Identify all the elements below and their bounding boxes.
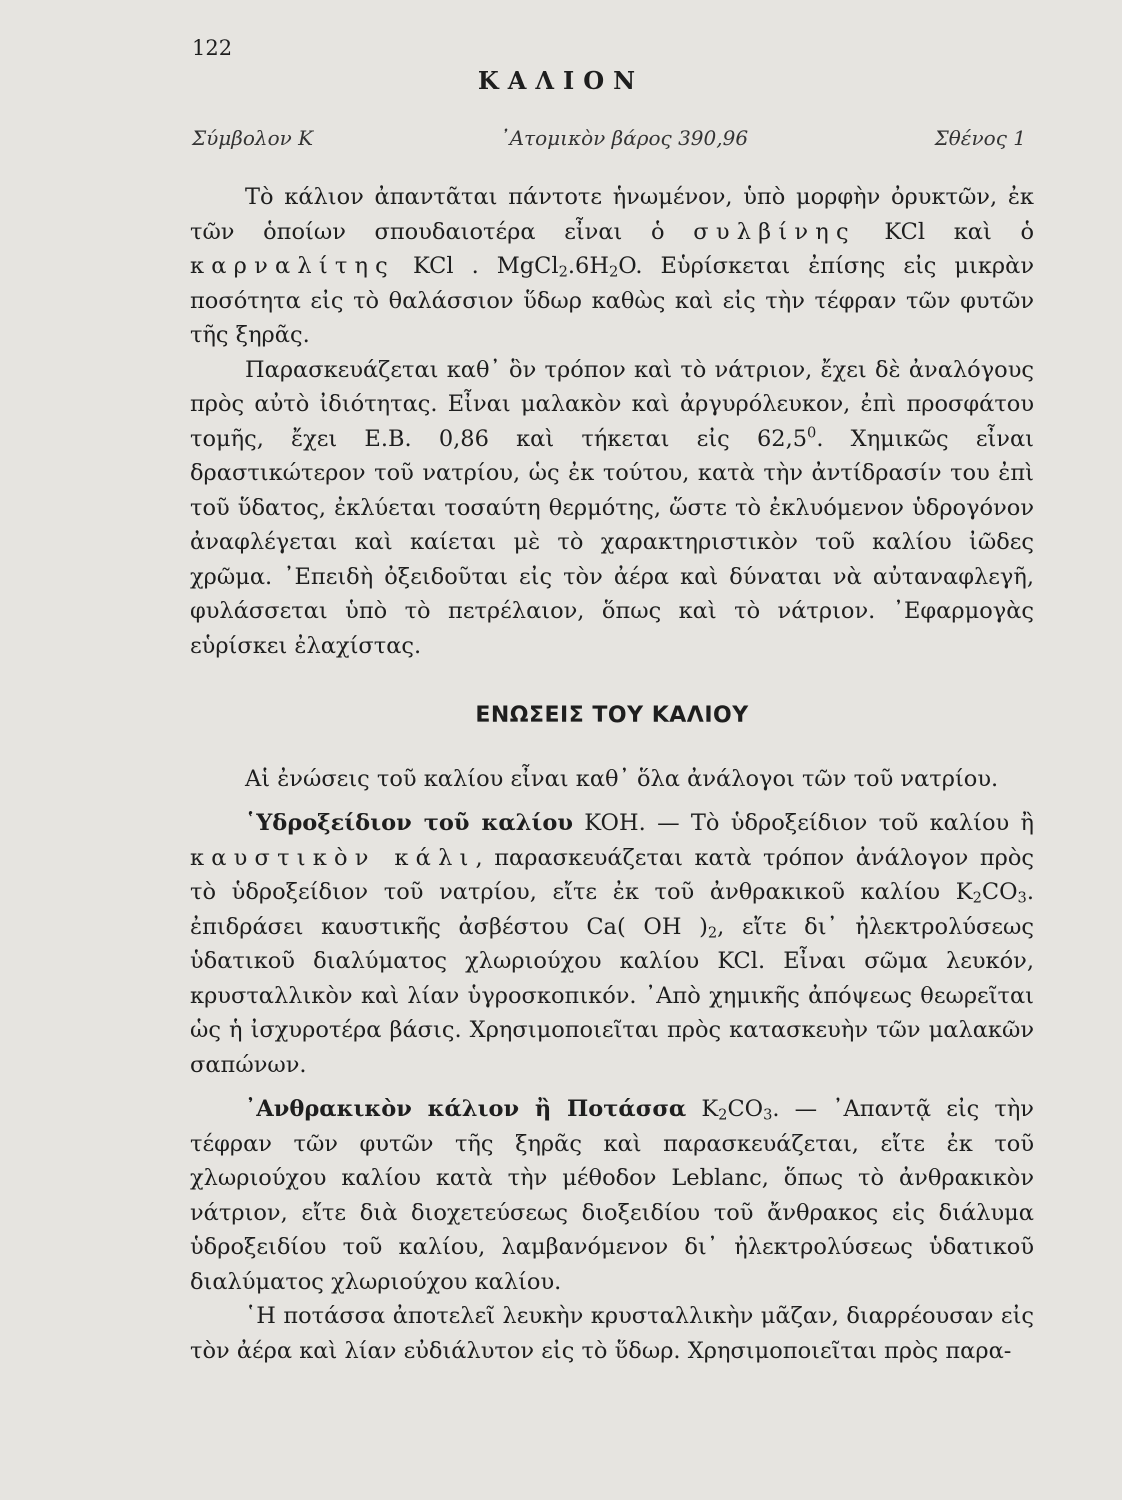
term-potash: ᾿Ανθρακικὸν κάλιον ἢ Ποτάσσα — [245, 1096, 687, 1122]
body-text — [190, 180, 1034, 1368]
paragraph-occurrence: Τὸ κάλιον ἀπαντᾶται πάντοτε ἡνωμένον, ὑπὸ μορφὴν ὀρυκτῶν, ἐκ τῶν ὁποίων σπουδαιοτέρα εἶναι ὁ συλβίνης KCl καὶ ὁ καρναλίτης KCl . $MgCl_2.6H_2O$. Εὑρίσκεται ἐπίσης εἰς μικρὰν ποσότητα εἰς τὸ θαλάσσιον ὕδωρ καθὼς καὶ εἰς τὴν τέφραν τῶν φυτῶν τῆς ξηρᾶς. — [190, 184, 1035, 348]
symbol-label: Σύμβολον Κ — [192, 126, 314, 150]
element-meta — [192, 126, 1026, 150]
page-number: 122 — [192, 36, 233, 60]
section-heading: ΕΝΩΣΕΙΣ ΤΟΥ ΚΑΛΙΟΥ — [475, 703, 749, 728]
paragraph-potash-uses: ῾Η ποτάσσα ἀποτελεῖ λευκὴν κρυσταλλικὴν μᾶζαν, διαρρέουσαν εἰς τὸν ἀέρα καὶ λίαν εὐδιάλυτον εἰς τὸ ὕδωρ. Χρησιμοποιεῖται πρὸς παρα- — [190, 1303, 1034, 1364]
mineral-carnallite: καρναλίτης — [190, 253, 395, 279]
paragraph-potassium-hydroxide: ῾Υδροξείδιον τοῦ καλίου KOH. — Τὸ ὑδροξείδιον τοῦ καλίου ἢ καυστικὸν κάλι, παρασκευάζεται κατὰ τρόπον ἀνάλογον πρὸς τὸ ὑδροξείδιον τοῦ νατρίου, εἴτε ἐκ τοῦ ἀνθρακικοῦ καλίου $K_2CO_3$. ἐπιδράσει καυστικῆς ἀσβέστου Ca( OH )$_2$, εἴτε δι᾿ ἠλεκτρολύσεως ὑδατικοῦ διαλύματος χλωριούχου καλίου KCl. Εἶναι σῶμα λευκόν, κρυσταλλικὸν καὶ λίαν ὑγροσκοπικόν. ᾿Απὸ χημικῆς ἀπόψεως θεωρεῖται ὡς ἡ ἰσχυροτέρα βάσις. Χρησιμοποιεῖται πρὸς κατασκευὴν τῶν μαλακῶν σαπώνων. — [190, 810, 1034, 1078]
term-potassium-hydroxide: ῾Υδροξείδιον τοῦ καλίου — [245, 810, 573, 836]
paragraph-compounds-intro: Αἱ ἐνώσεις τοῦ καλίου εἶναι καθ᾿ ὅλα ἀνάλογοι τῶν τοῦ νατρίου. — [245, 765, 999, 792]
valence-label: Σθένος 1 — [934, 126, 1026, 150]
term-caustic-potash: καυστικὸν κάλι — [190, 844, 476, 871]
paragraph-properties: Παρασκευάζεται καθ᾿ ὃν τρόπον καὶ τὸ νάτριον, ἔχει δὲ ἀναλόγους πρὸς αὐτὸ ἰδιότητας. Εἶναι μαλακὸν καὶ ἀργυρόλευκον, ἐπὶ προσφάτου τομῆς, ἔχει Ε.Β. 0,86 καὶ τήκεται εἰς 62,5$^0$. Χημικῶς εἶναι δραστικώτερον τοῦ νατρίου, ὡς ἐκ τούτου, κατὰ τὴν ἀντίδρασίν του ἐπὶ τοῦ ὕδατος, ἐκλύεται τοσαύτη θερμότης, ὥστε τὸ ἐκλυόμενον ὑδρογόνον ἀναφλέγεται καὶ καίεται μὲ τὸ χαρακτηριστικὸν τοῦ καλίου ἰῶδες χρῶμα. ᾿Επειδὴ ὀξειδοῦται εἰς τὸν ἀέρα καὶ δύναται νὰ αὐταναφλεγῆ, φυλάσσεται ὑπὸ τὸ πετρέλαιον, ὅπως καὶ τὸ νάτριον. ᾿Εφαρμογὰς εὑρίσκει ἐλαχίστας. — [190, 356, 1034, 659]
atomic-weight-label: ᾿Ατομικὸν βάρος 390,96 — [499, 126, 749, 150]
paragraph-potash: ᾿Ανθρακικὸν κάλιον ἢ Ποτάσσα $K_2CO_3$. — ᾿Απαντᾷ εἰς τὴν τέφραν τῶν φυτῶν τῆς ξηρᾶς καὶ παρασκευάζεται, εἴτε ἐκ τοῦ χλωριούχου καλίου κατὰ τὴν μέθοδον Leblanc, ὅπως τὸ ἀνθρακικὸν νάτριον, εἴτε διὰ διοχετεύσεως διοξειδίου τοῦ ἄνθρακος εἰς διάλυμα ὑδροξειδίου τοῦ καλίου, λαμβανόμενον δι᾿ ἠλεκτρολύσεως ὑδατικοῦ διαλύματος χλωριούχου καλίου. — [190, 1096, 1034, 1295]
mineral-sylvine: συλβίνης — [693, 218, 856, 245]
page-title: ΚΑΛΙΟΝ — [477, 66, 645, 95]
